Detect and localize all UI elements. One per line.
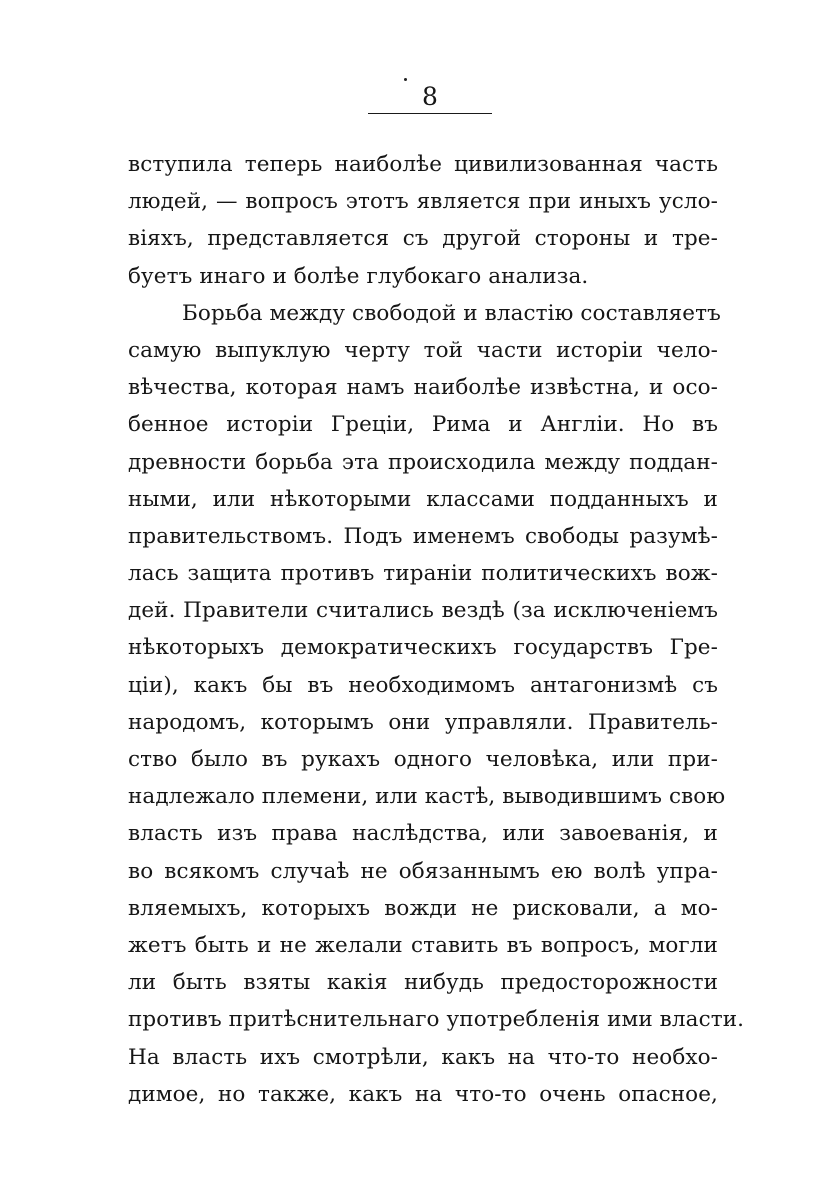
text-line: Борьба между свободой и властію составляетъ — [182, 300, 721, 326]
body-text — [128, 146, 745, 1113]
ink-speck — [404, 78, 407, 81]
text-line: дей. Правители считались вездѣ (за исключеніемъ — [128, 598, 718, 624]
text-line: ціи), какъ бы въ необходимомъ антагонизмѣ съ — [128, 672, 718, 698]
text-line: віяхъ, представляется съ другой стороны и тре- — [128, 226, 718, 252]
text-line: лась защита противъ тираніи политическихъ вож- — [128, 561, 718, 587]
text-line: противъ притѣснительнаго употребленія ими власти. — [128, 1007, 745, 1033]
text-line: народомъ, которымъ они управляли. Правитель- — [128, 709, 718, 735]
text-line: ли быть взяты какія нибудь предосторожности — [128, 970, 718, 996]
text-line: На власть ихъ смотрѣли, какъ на что-то необхо- — [128, 1044, 718, 1070]
text-line: надлежало племени, или кастѣ, выводившимъ свою — [128, 784, 726, 810]
text-line: вступила теперь наиболѣе цивилизованная часть — [128, 152, 718, 177]
text-line: ными, или нѣкоторыми классами подданныхъ и — [128, 486, 718, 512]
text-line: бенное исторіи Греціи, Рима и Англіи. Но въ — [128, 412, 718, 438]
text-line: вляемыхъ, которыхъ вожди не рисковали, а мо- — [128, 895, 718, 921]
text-line: власть изъ права наслѣдства, или завоеванія, и — [128, 821, 718, 847]
text-line: во всякомъ случаѣ не обязаннымъ ею волѣ упра- — [128, 858, 718, 884]
text-line: жетъ быть и не желали ставить въ вопросъ, могли — [128, 932, 718, 958]
text-line: ство было въ рукахъ одного человѣка, или при- — [128, 747, 718, 772]
text-line: димое, но также, какъ на что-то очень опасное, — [128, 1081, 718, 1107]
text-line: древности борьба эта происходила между поддан- — [128, 449, 718, 475]
text-line: самую выпуклую черту той части исторіи чело- — [128, 337, 718, 363]
text-line: буетъ инаго и болѣе глубокаго анализа. — [128, 263, 589, 289]
text-line: правительствомъ. Подъ именемъ свободы разумѣ- — [128, 523, 718, 549]
page-number: 8 — [422, 82, 438, 111]
text-line: людей, — вопросъ этотъ является при иныхъ усло- — [128, 189, 718, 215]
text-line: нѣкоторыхъ демократическихъ государствъ Гре- — [128, 635, 718, 661]
header-rule — [368, 113, 492, 114]
text-line: вѣчества, которая намъ наиболѣе извѣстна, и осо- — [128, 375, 718, 401]
